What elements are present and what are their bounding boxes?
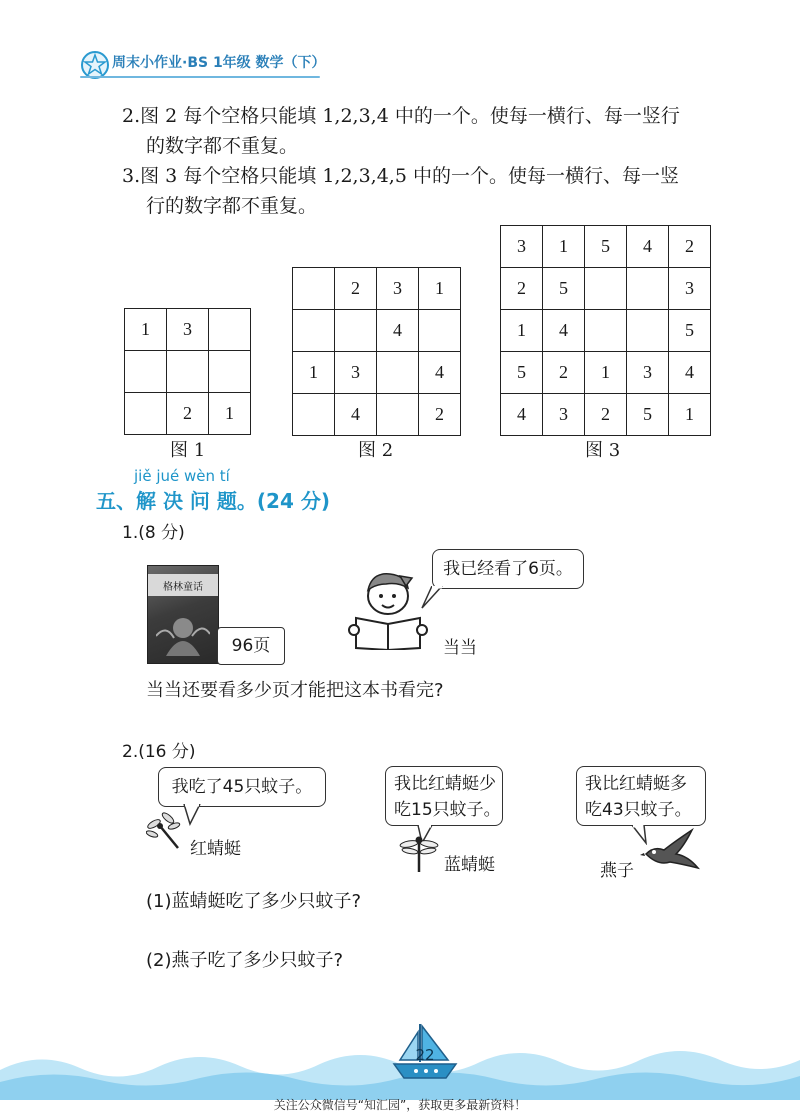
grid-cell: 1 [501,310,543,352]
problem-2-label: 2.(16 分) [122,742,196,762]
grid-cell [419,310,461,352]
grid-cell [125,351,167,393]
grid-cell: 4 [419,352,461,394]
swallow-icon [640,828,700,874]
grid-cell: 3 [335,352,377,394]
question-3-line-1: 3.图 3 每个空格只能填 1,2,3,4,5 中的一个。使每一横行、每一竖 [122,165,679,187]
grid-cell: 4 [627,226,669,268]
page-number: 22 [415,1046,435,1064]
grid-cell [585,268,627,310]
boy-speech-bubble [432,549,584,589]
grid-cell: 2 [585,394,627,436]
grid-cell: 5 [627,394,669,436]
grid-row [125,351,251,393]
grid-cell: 2 [419,394,461,436]
pages-tag-text: 96页 [231,636,271,656]
grid-cell: 1 [543,226,585,268]
figure-2-caption: 图 2 [358,440,394,461]
speech-tail-icon [420,586,444,610]
grid-cell: 2 [501,268,543,310]
grid-cell: 3 [669,268,711,310]
grid-cell: 5 [669,310,711,352]
red-dragonfly-bubble-text: 我吃了45只蚊子。 [171,777,313,797]
section-5-pinyin: jiě jué wèn tí [134,467,230,485]
grid-row [293,394,461,436]
grid-cell: 1 [669,394,711,436]
red-dragonfly-name: 红蜻蜓 [190,839,241,859]
grid-row [293,310,461,352]
grid-cell: 3 [501,226,543,268]
blue-dragonfly-bubble-line-2: 吃15只蚊子。 [394,800,501,820]
grid-cell: 2 [669,226,711,268]
grid-cell: 2 [335,268,377,310]
blue-dragonfly-bubble-line-1: 我比红蜻蜓少 [394,774,496,794]
grid-cell: 5 [543,268,585,310]
section-5-title: 五、解 决 问 题。(24 分) [96,489,330,513]
figure-1-grid [124,308,251,435]
book-title: 格林童话 [163,582,203,593]
grid-cell [125,393,167,435]
grid-cell [209,309,251,351]
grid-cell: 1 [293,352,335,394]
grid-cell: 5 [501,352,543,394]
grid-cell: 2 [543,352,585,394]
grid-cell [293,268,335,310]
grid-cell: 4 [543,310,585,352]
grid-cell: 1 [585,352,627,394]
swallow-bubble-line-2: 吃43只蚊子。 [585,800,692,820]
grid-cell [585,310,627,352]
blue-dragonfly-bubble [385,766,503,826]
red-dragonfly-icon [146,812,188,854]
grid-cell: 4 [335,394,377,436]
grid-row [293,352,461,394]
grid-row [501,226,711,268]
grid-cell [209,351,251,393]
problem-2-sub-2: (2)燕子吃了多少只蚊子? [146,950,344,971]
book-illustration-icon [156,606,210,656]
figure-3-grid [500,225,711,436]
question-3-line-2: 行的数字都不重复。 [146,195,318,217]
grid-cell: 3 [167,309,209,351]
figure-3-caption: 图 3 [585,440,621,461]
question-2-line-1: 2.图 2 每个空格只能填 1,2,3,4 中的一个。使每一横行、每一竖行 [122,105,680,127]
grid-cell: 3 [377,268,419,310]
grid-row [125,309,251,351]
problem-2-sub-1: (1)蓝蜻蜓吃了多少只蚊子? [146,891,362,912]
grid-cell: 4 [669,352,711,394]
grid-cell: 3 [543,394,585,436]
grid-cell [627,310,669,352]
grid-cell: 1 [209,393,251,435]
boy-speech-text: 我已经看了6页。 [443,559,573,579]
header-title: 周末小作业·BS 1年级 数学（下） [112,55,326,71]
boy-reading-icon [348,568,430,650]
swallow-bubble-line-1: 我比红蜻蜓多 [585,774,687,794]
grid-cell: 1 [125,309,167,351]
swallow-bubble [576,766,706,826]
figure-2-grid [292,267,461,436]
grid-cell: 1 [419,268,461,310]
problem-1-question: 当当还要看多少页才能把这本书看完? [146,680,444,701]
grid-row [293,268,461,310]
red-dragonfly-bubble [158,767,326,807]
grid-cell [627,268,669,310]
grid-cell: 2 [167,393,209,435]
grid-cell [377,394,419,436]
grid-row [501,394,711,436]
question-2-line-2: 的数字都不重复。 [146,135,299,157]
swallow-name: 燕子 [600,861,634,881]
header-underline [80,76,320,78]
grid-cell [377,352,419,394]
pages-tag [217,627,285,665]
figure-1-caption: 图 1 [170,440,206,461]
grid-cell: 3 [627,352,669,394]
grid-cell [293,310,335,352]
book-cover [147,565,219,664]
grid-cell: 4 [377,310,419,352]
footer-note: 关注公众微信号“知汇园”，获取更多最新资料！ [273,1098,527,1112]
blue-dragonfly-name: 蓝蜻蜓 [444,855,495,875]
grid-cell: 5 [585,226,627,268]
grid-row [125,393,251,435]
grid-cell [335,310,377,352]
grid-cell [167,351,209,393]
dangdang-name: 当当 [443,638,477,658]
grid-row [501,352,711,394]
grid-cell [293,394,335,436]
grid-row [501,268,711,310]
problem-1-label: 1.(8 分) [122,523,185,543]
grid-row [501,310,711,352]
blue-dragonfly-icon [398,832,440,874]
grid-cell: 4 [501,394,543,436]
